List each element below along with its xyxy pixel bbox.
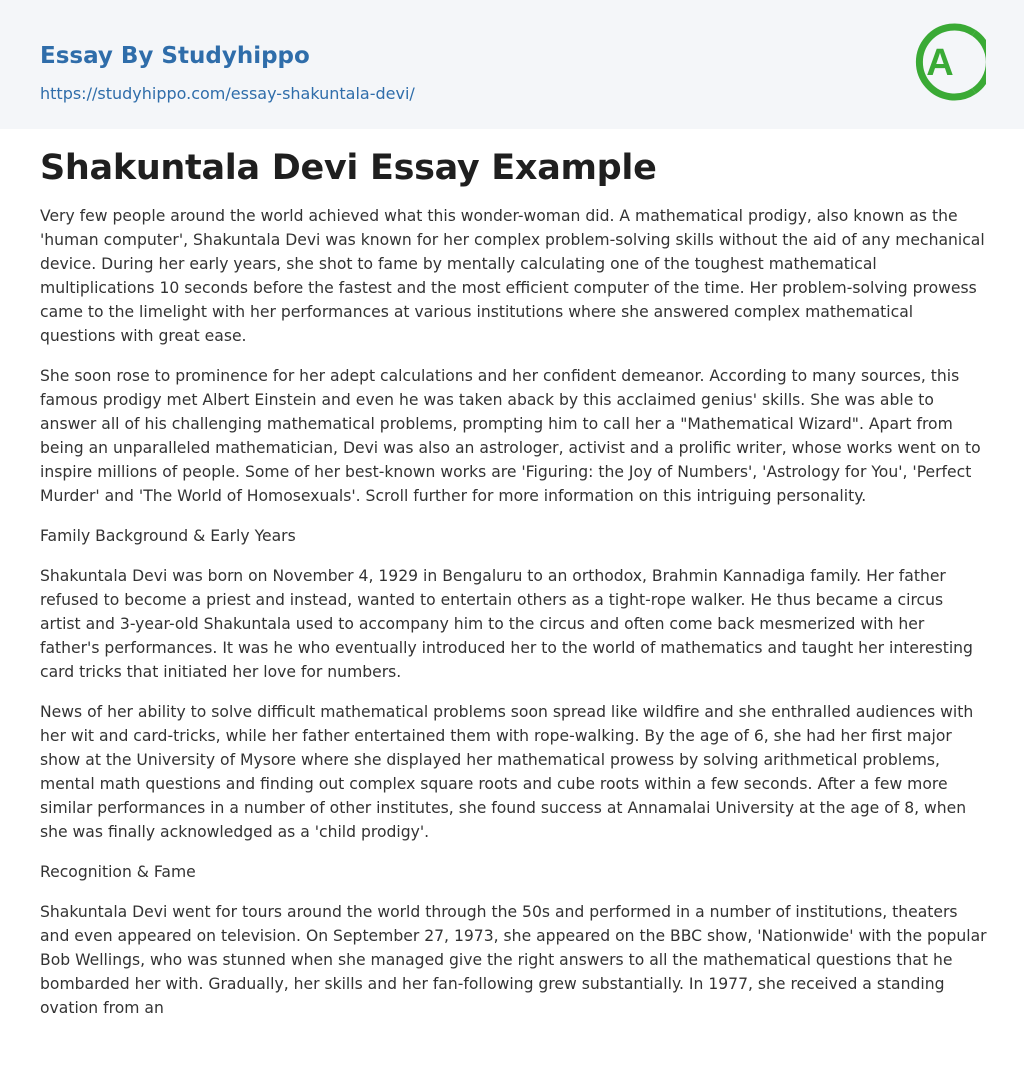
section-heading-family-background: Family Background & Early Years [40, 527, 296, 545]
site-brand[interactable]: Essay By Studyhippo [40, 43, 310, 69]
essay-article [40, 146, 988, 1036]
page-title: Shakuntala Devi Essay Example [40, 148, 657, 188]
logo-letter: A [926, 42, 954, 84]
circle-a-logo-icon[interactable] [912, 19, 986, 105]
essay-paragraph: Shakuntala Devi was born on November 4, 1929 in Bengaluru to an orthodox, Brahmin Kannadiga family. Her father refused to become a priest and instead, wanted to entertain others as a tight-rope walker. He thus became a circus artist and 3-year-old Shakuntala used to accompany him to the circus and often come back mesmerized with her father's performances. It was he who eventually introduced her to the world of mathematics and taught her interesting card tricks that initiated her love for numbers. [40, 567, 973, 681]
essay-paragraph: Very few people around the world achieved what this wonder-woman did. A mathematical prodigy, also known as the 'human computer', Shakuntala Devi was known for her complex problem-solving skills without the aid of any mechanical device. During her early years, she shot to fame by mentally calculating one of the toughest mathematical multiplications 10 seconds before the fastest and the most efficient computer of the time. Her problem-solving prowess came to the limelight with her performances at various institutions where she answered complex mathematical questions with great ease. [40, 207, 985, 345]
essay-paragraph: Shakuntala Devi went for tours around the world through the 50s and performed in a number of institutions, theaters and even appeared on television. On September 27, 1973, she appeared on the BBC show, 'Nationwide' with the popular Bob Wellings, who was stunned when she managed give the right answers to all the mathematical questions that he bombarded her with. Gradually, her skills and her fan-following grew substantially. In 1977, she received a standing ovation from an [40, 903, 987, 1017]
section-heading-recognition-fame: Recognition & Fame [40, 863, 196, 881]
essay-paragraph: News of her ability to solve difficult mathematical problems soon spread like wildfire and she enthralled audiences with her wit and card-tricks, while her father entertained them with rope-walking. By the age of 6, she had her first major show at the University of Mysore where she displayed her mathematical prowess by solving arithmetical problems, mental math questions and finding out complex square roots and cube roots within a few seconds. After a few more similar performances in a number of other institutes, she found success at Annamalai University at the age of 8, when she was finally acknowledged as a 'child prodigy'. [40, 703, 974, 841]
site-header [0, 0, 1024, 129]
essay-url-link[interactable]: https://studyhippo.com/essay-shakuntala-devi/ [40, 84, 415, 103]
essay-paragraph: She soon rose to prominence for her adept calculations and her confident demeanor. According to many sources, this famous prodigy met Albert Einstein and even he was taken aback by this acclaimed genius' skills. She was able to answer all of his challenging mathematical problems, prompting him to call her a "Mathematical Wizard". Apart from being an unparalleled mathematician, Devi was also an astrologer, activist and a prolific writer, whose works went on to inspire millions of people. Some of her best-known works are 'Figuring: the Joy of Numbers', 'Astrology for You', 'Perfect Murder' and 'The World of Homosexuals'. Scroll further for more information on this intriguing personality. [40, 367, 981, 505]
